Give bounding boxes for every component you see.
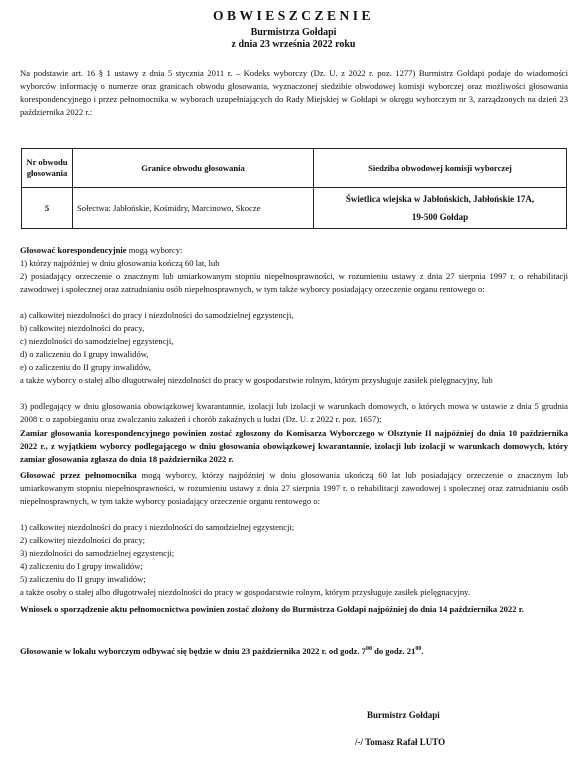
column-header-boundaries: Granice obwodu głosowania — [73, 149, 314, 188]
proxy-item-3: 3) niezdolności do samodzielnej egzystencji; — [20, 548, 175, 558]
document-title: OBWIESZCZENIE — [212, 8, 375, 23]
proxy-lead — [20, 469, 568, 508]
correspondence-sub-a: a) całkowitej niezdolności do pracy i niezdolności do samodzielnej egzystencji, — [20, 310, 294, 320]
voting-end-minutes: 00 — [415, 646, 422, 652]
correspondence-lead — [20, 244, 568, 257]
voting-hours-text: Głosowanie w lokalu wyborczym odbywać się będzie w dniu 23 października 2022 r. od godz. 7 — [20, 645, 366, 656]
column-header-seat: Siedziba obwodowej komisji wyborczej — [314, 149, 567, 188]
intro-paragraph: Na podstawie art. 16 § 1 ustawy z dnia 5 stycznia 2011 r. – Kodeks wyborczy (Dz. U. z 2022 r. poz. 1277) Burmistrz Gołdapi podaje do wiadomości wyborców informację o numerze oraz granicach obwodu głosowania, wyznaczonej siedzibie obwodowej komisji wyborczej oraz możliwości głosowania korespondencyjnego i przez pełnomocnika w wyborach uzupełniających do Rady Miejskiej w Gołdapi w okręgu wyborczym nr 3, zarządzonych na dzień 23 października 2022 r.: — [20, 68, 568, 117]
voting-hours-mid: do godz. 21 — [371, 645, 416, 656]
table-row — [22, 188, 567, 229]
proxy-item-1: 1) całkowitej niezdolności do pracy i niezdolności do samodzielnej egzystencji; — [20, 522, 295, 532]
issuing-authority: Burmistrza Gołdapi — [250, 27, 337, 38]
proxy-item-2: 2) całkowitej niezdolności do pracy; — [20, 535, 146, 545]
voting-hours — [20, 643, 568, 658]
commission-seat-postcode: 19-500 Gołdap — [411, 212, 469, 222]
proxy-item-4: 4) zaliczeniu do I grupy inwalidów; — [20, 561, 143, 571]
voting-start-minutes: 00 — [365, 646, 372, 652]
correspondence-sub-e: e) o zaliczeniu do II grupy inwalidów, — [20, 362, 151, 372]
column-header-number: Nr obwodu głosowania — [22, 149, 73, 188]
proxy-notice: Wniosek o sporządzenie aktu pełnomocnictwa powinien zostać złożony do Burmistrza Gołdapi najpóźniej do dnia 14 października 2022 r. — [20, 604, 524, 614]
correspondence-lead-bold: Głosować korespondencyjnie — [20, 245, 127, 255]
voting-hours-end: . — [421, 645, 424, 656]
document-date: z dnia 23 września 2022 roku — [231, 39, 356, 50]
proxy-lead-rest: mogą wyborcy, którzy najpóźniej w dniu głosowania ukończą 60 lat lub posiadający orzeczenie o znacznym lub umiarkowanym stopniu niepełnosprawności, w rozumieniu ustawy z dnia 27 sierpnia 1997 r. o rehabilitacji zawodowej i społecznej oraz zatrudnianiu osób niepełnosprawnych, w tym także wyborcy posiadający orzeczenie organu rentowego o: — [20, 470, 568, 506]
correspondence-sub-b: b) całkowitej niezdolności do pracy, — [20, 323, 145, 333]
commission-seat — [314, 188, 567, 229]
proxy-item-5: 5) zaliczeniu do II grupy inwalidów; — [20, 574, 146, 584]
correspondence-item-3: 3) podlegający w dniu głosowania obowiązkowej kwarantannie, izolacji lub izolacji w warunkach domowych, o których mowa w ustawie z dnia 5 grudnia 2008 r. o zapobieganiu oraz zwalczaniu zakażeń i chorób zakaźnych u ludzi (Dz. U. z 2022 r. poz. 1657); — [20, 401, 568, 424]
district-number: 5 — [22, 188, 73, 229]
proxy-lead-bold: Głosować przez pełnomocnika — [20, 470, 137, 480]
correspondence-sub-c: c) niezdolności do samodzielnej egzystencji, — [20, 336, 174, 346]
correspondence-item-1: 1) którzy najpóźniej w dniu głosowania kończą 60 lat, lub — [20, 258, 220, 268]
signature-title: Burmistrz Gołdapi — [367, 710, 440, 720]
correspondence-notice: Zamiar głosowania korespondencyjnego powinien zostać zgłoszony do Komisarza Wyborczego w Olsztynie II najpóźniej do dnia 10 października 2022 r., z wyjątkiem wyborcy podlegającego w dniu głosowania obowiązkowej kwarantannie, izolacji lub izolacji w warunkach domowych, który zamiar głosowania zgłasza do dnia 18 października 2022 r. — [20, 428, 568, 464]
correspondence-sub-d: d) o zaliczeniu do I grupy inwalidów, — [20, 349, 149, 359]
signature-name: /-/ Tomasz Rafał LUTO — [355, 737, 446, 747]
district-table — [21, 148, 567, 229]
commission-seat-address: Świetlica wiejska w Jabłońskich, Jabłońskie 17A, — [345, 194, 535, 204]
table-header-row — [22, 149, 567, 188]
correspondence-lead-rest: mogą wyborcy: — [126, 245, 183, 255]
correspondence-also: a także wyborcy o stałej albo długotrwałej niezdolności do pracy w gospodarstwie rolnym, którym przysługuje zasiłek pielęgnacyjny, lub — [20, 375, 493, 385]
correspondence-item-2: 2) posiadający orzeczenie o znacznym lub umiarkowanym stopniu niepełnosprawności, w rozumieniu ustawy z dnia 27 sierpnia 1997 r. o rehabilitacji zawodowej i społecznej oraz zatrudnianiu osób niepełnosprawnych, w tym także wyborcy posiadający orzeczenie organu rentowego o: — [20, 271, 568, 294]
district-boundaries: Sołectwa: Jabłońskie, Kośmidry, Marcinowo, Skocze — [73, 188, 314, 229]
proxy-also: a także osoby o stałej albo długotrwałej niezdolności do pracy w gospodarstwie rolnym, którym przysługuje zasiłek pielęgnacyjny. — [20, 587, 471, 597]
